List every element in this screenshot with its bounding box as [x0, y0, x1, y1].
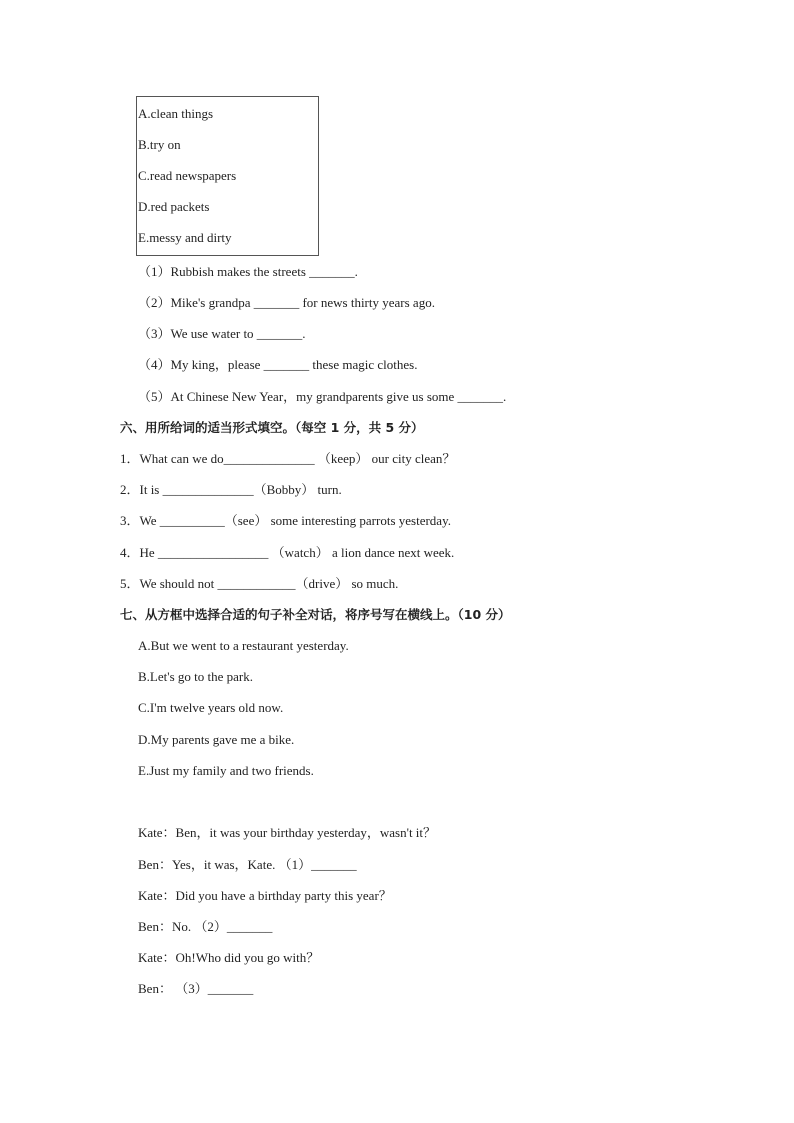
part5-question-3: （3）We use water to _______.: [138, 326, 306, 341]
part5-option-b: B.try on: [138, 137, 181, 152]
part5-option-e: E.messy and dirty: [138, 230, 232, 245]
part7-option-d: D.My parents gave me a bike.: [138, 732, 295, 747]
part5-option-d: D.red packets: [138, 199, 210, 214]
dialogue-line-3: Kate：Did you have a birthday party this year？: [138, 888, 392, 903]
part6-heading: 六、用所给词的适当形式填空。（每空 1 分，共 5 分）: [120, 420, 424, 435]
part7-heading: 七、从方框中选择合适的句子补全对话，将序号写在横线上。（10 分）: [120, 607, 511, 622]
part6-question-3: 3．We __________（see） some interesting parrots yesterday.: [120, 513, 451, 528]
part7-option-b: B.Let's go to the park.: [138, 669, 253, 684]
part5-option-c: C.read newspapers: [138, 168, 237, 183]
dialogue-line-2: Ben：Yes，it was，Kate. （1）_______: [138, 857, 357, 872]
part5-question-4: （4）My king，please _______ these magic clothes.: [138, 357, 418, 372]
part7-option-c: C.I'm twelve years old now.: [138, 700, 284, 715]
dialogue-line-5: Kate：Oh!Who did you go with？: [138, 950, 320, 965]
part6-question-2: 2．It is ______________（Bobby） turn.: [120, 482, 342, 497]
part5-option-a: A.clean things: [138, 106, 214, 121]
part5-question-5: （5）At Chinese New Year，my grandparents give us some _______.: [138, 389, 507, 404]
part5-question-2: （2）Mike's grandpa _______ for news thirty years ago.: [138, 295, 435, 310]
part7-option-a: A.But we went to a restaurant yesterday.: [138, 638, 349, 653]
dialogue-line-6: Ben： （3）_______: [138, 981, 254, 996]
part6-question-5: 5．We should not ____________（drive） so much.: [120, 576, 399, 591]
part6-question-1: 1．What can we do______________ （keep） our city clean？: [120, 451, 456, 466]
part5-question-1: （1）Rubbish makes the streets _______.: [138, 264, 358, 279]
part6-question-4: 4．He _________________ （watch） a lion dance next week.: [120, 545, 455, 560]
dialogue-line-4: Ben：No. （2）_______: [138, 919, 273, 934]
part7-option-e: E.Just my family and two friends.: [138, 763, 314, 778]
dialogue-line-1: Kate：Ben，it was your birthday yesterday，wasn't it？: [138, 825, 437, 840]
